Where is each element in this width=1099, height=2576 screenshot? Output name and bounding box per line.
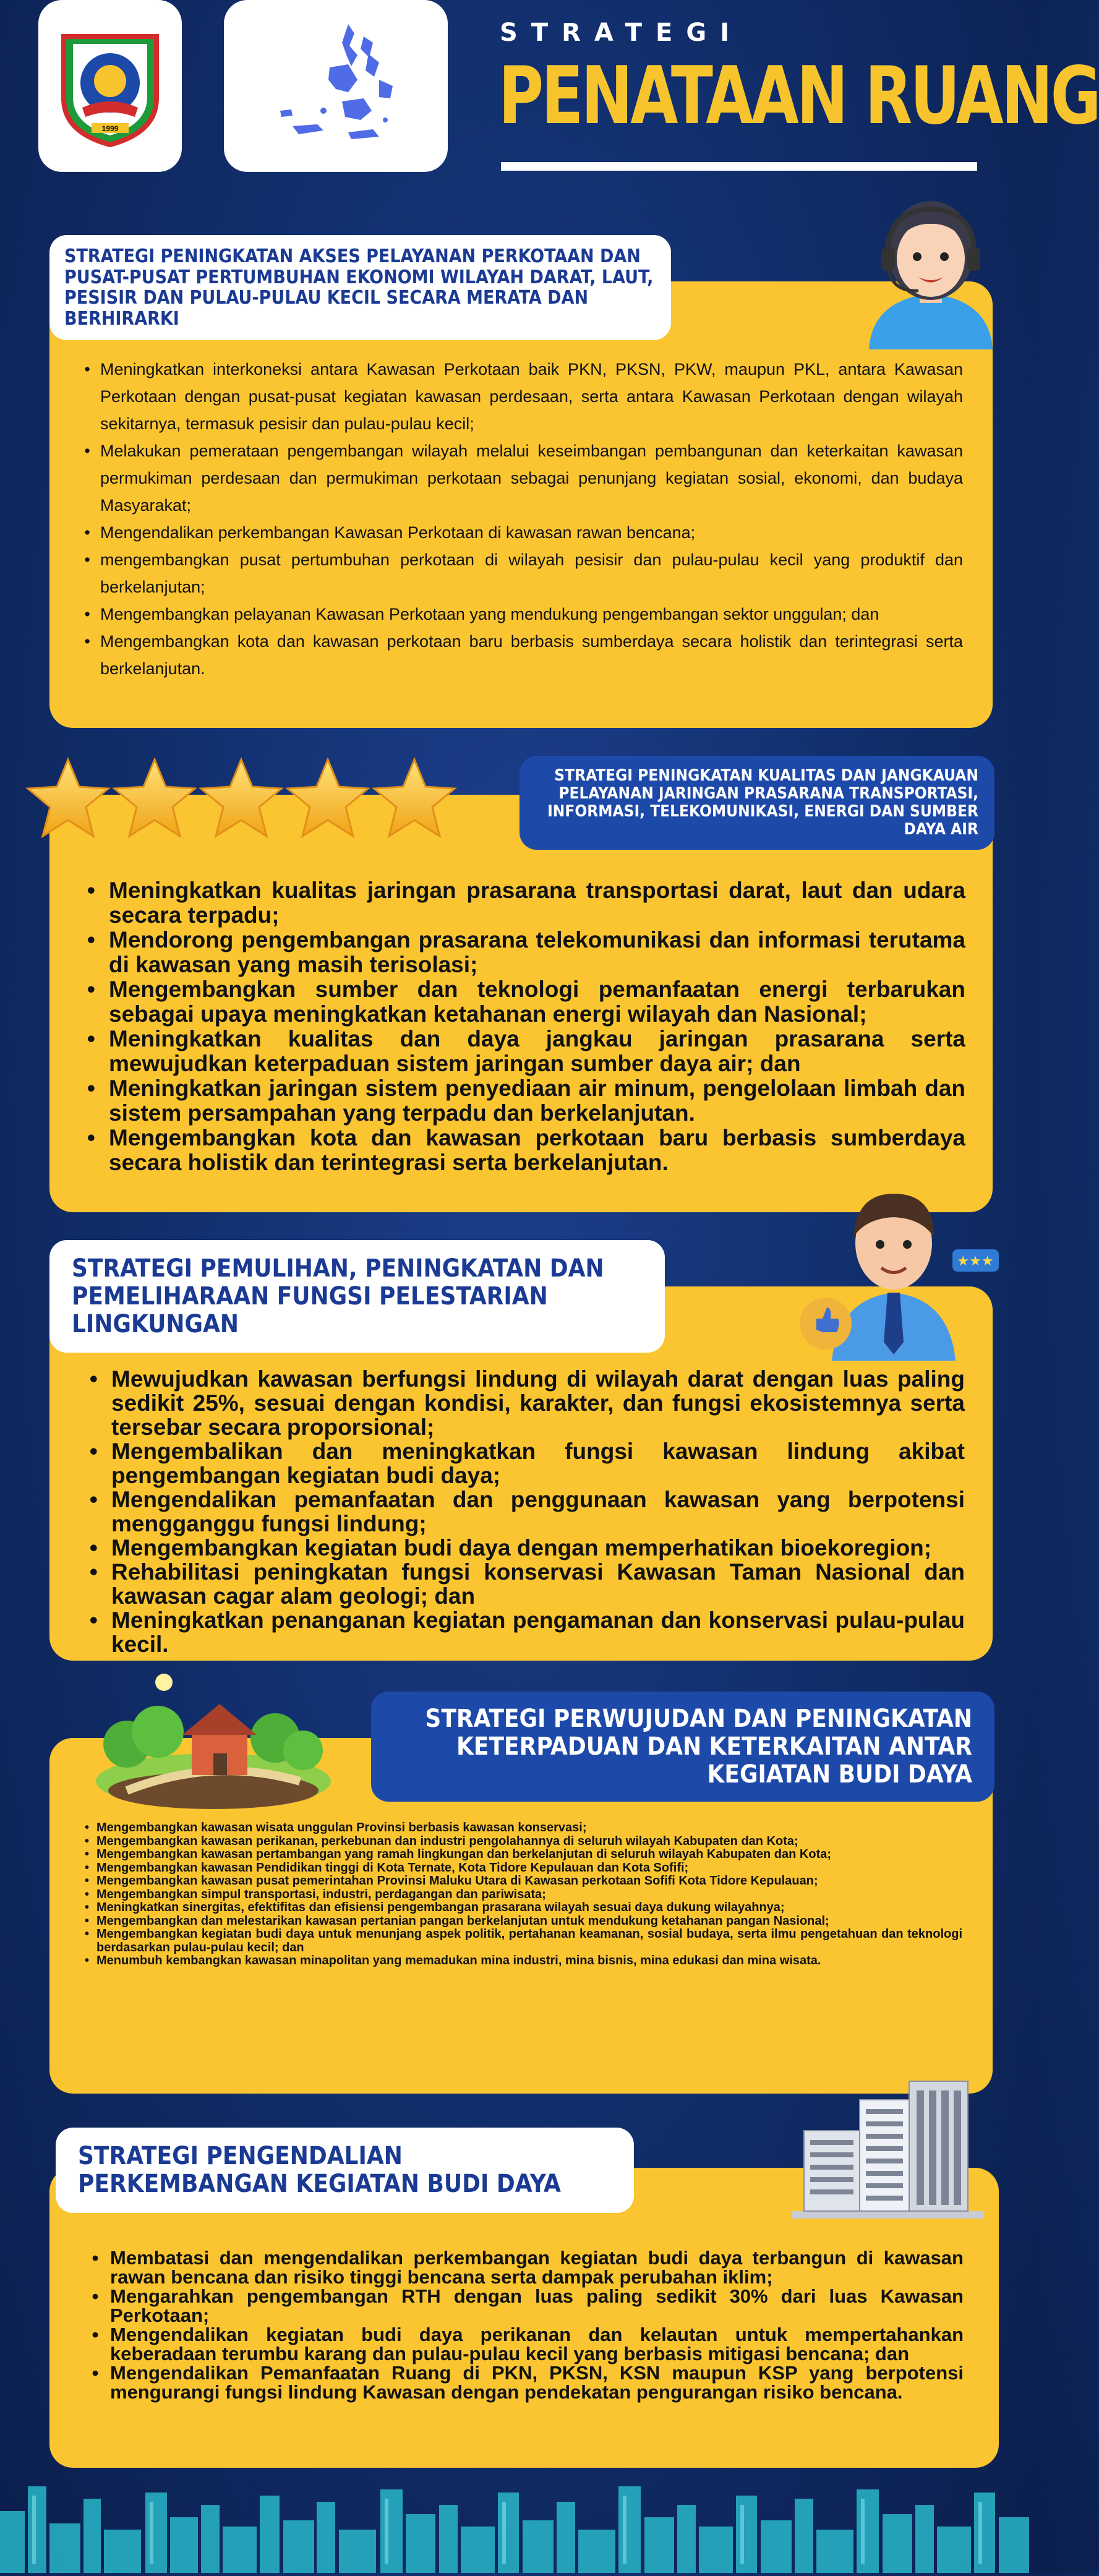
header-underline bbox=[501, 162, 977, 171]
skyline-icon bbox=[0, 2468, 1029, 2573]
list-item: • Mengembangkan kota dan kawasan perkotaan baru berbasis sumberdaya secara holistik dan terintegrasi serta berkelanjutan. bbox=[109, 1126, 965, 1175]
map-card bbox=[224, 0, 448, 172]
five-stars-icon bbox=[25, 755, 458, 847]
list-item: • Melakukan pemerataan pengembangan wilayah melalui keseimbangan pembangunan dan keterkaitan kawasan permukiman perdesaan dan permukiman perkotaan sebagai penunjang kegiatan sosial, ekonomi, dan budaya Masyarakat; bbox=[100, 437, 963, 519]
section-3-list bbox=[111, 1367, 965, 1656]
list-item: • Mengendalikan perkembangan Kawasan Perkotaan di kawasan rawan bencana; bbox=[100, 519, 963, 546]
house-trees-icon bbox=[90, 1664, 337, 1812]
section-3-title: STRATEGI PEMULIHAN, PENINGKATAN DAN PEMELIHARAAN FUNGSI PELESTARIAN LINGKUNGAN bbox=[49, 1240, 665, 1353]
list-item: • Mengembangkan kota dan kawasan perkotaan baru berbasis sumberdaya secara holistik dan terintegrasi serta berkelanjutan. bbox=[100, 628, 963, 682]
list-item: • Mengembangkan kawasan perikanan, perkebunan dan industri pengolahannya di seluruh wilayah Kabupaten dan Kota; bbox=[96, 1835, 962, 1849]
section-2-title: STRATEGI PENINGKATAN KUALITAS DAN JANGKAUAN PELAYANAN JARINGAN PRASARANA TRANSPORTASI, INFORMASI, TELEKOMUNIKASI, ENERGI DAN SUMBER DAYA AIR bbox=[520, 756, 994, 850]
list-item: • Mengembangkan kawasan pusat pemerintahan Provinsi Maluku Utara di Kawasan perkotaan Sofifi Kota Tidore Kepulauan; bbox=[96, 1875, 962, 1888]
section-1-list bbox=[100, 356, 963, 682]
logo-year: 1999 bbox=[101, 124, 119, 133]
list-item: • Mengembangkan kegiatan budi daya untuk menunjang aspek politik, pertahanan keamanan, sosial budaya, serta ilmu pengetahuan dan teknologi berdasarkan pulau-pulau kecil; dan bbox=[96, 1928, 962, 1954]
business-man-illustration bbox=[795, 1175, 999, 1361]
list-item: • Mengembangkan kegiatan budi daya dengan memperhatikan bioekoregion; bbox=[111, 1536, 965, 1560]
list-item: • Mengembangkan pelayanan Kawasan Perkotaan yang mendukung pengembangan sektor unggulan; dan bbox=[100, 601, 963, 628]
list-item: • mengembangkan pusat pertumbuhan perkotaan di wilayah pesisir dan pulau-pulau kecil yang produktif dan berkelanjutan; bbox=[100, 546, 963, 601]
city-skyline bbox=[0, 2468, 1029, 2573]
rating-stars bbox=[25, 755, 458, 847]
list-item: • Mengembangkan kawasan wisata unggulan Provinsi berbasis kawasan konservasi; bbox=[96, 1821, 962, 1835]
list-item: • Mengembangkan simpul transportasi, industri, perdagangan dan pariwisata; bbox=[96, 1888, 962, 1902]
province-logo-card bbox=[38, 0, 182, 172]
thumbs-up-man-icon bbox=[795, 1175, 999, 1361]
list-item: • Meningkatkan kualitas dan daya jangkau jaringan prasarana serta mewujudkan keterpaduan sistem jaringan sumber daya air; dan bbox=[109, 1027, 965, 1076]
list-item: • Mengembangkan kawasan pertambangan yang ramah lingkungan dan berkelanjutan di seluruh wilayah Kabupaten dan Kota; bbox=[96, 1848, 962, 1862]
section-1-title: STRATEGI PENINGKATAN AKSES PELAYANAN PERKOTAAN DAN PUSAT-PUSAT PERTUMBUHAN EKONOMI WILAYAH DARAT, LAUT, PESISIR DAN PULAU-PULAU KECIL SECARA MERATA DAN BERHIRARKI bbox=[49, 235, 671, 340]
section-5-title: STRATEGI PENGENDALIAN PERKEMBANGAN KEGIATAN BUDI DAYA bbox=[56, 2128, 634, 2213]
list-item: • Mengembalikan dan meningkatkan fungsi kawasan lindung akibat pengembangan kegiatan budi daya; bbox=[111, 1439, 965, 1487]
province-emblem-icon bbox=[58, 24, 163, 148]
list-item: • Meningkatkan penanganan kegiatan pengamanan dan konservasi pulau-pulau kecil. bbox=[111, 1608, 965, 1656]
list-item: • Membatasi dan mengendalikan perkembangan kegiatan budi daya terbangun di kawasan rawan bencana dan risiko tinggi bencana serta dampak perubahan iklim; bbox=[110, 2248, 964, 2287]
list-item: • Rehabilitasi peningkatan fungsi konservasi Kawasan Taman Nasional dan kawasan cagar alam geologi; dan bbox=[111, 1560, 965, 1608]
list-item: • Meningkatkan interkoneksi antara Kawasan Perkotaan baik PKN, PKSN, PKW, maupun PKL, antara Kawasan Perkotaan dengan pusat-pusat kegiatan kawasan perdesaan, serta antara Kawasan Perkotaan dengan wilayah sekitarnya, termasuk pesisir dan pulau-pulau kecil; bbox=[100, 356, 963, 437]
village-illustration bbox=[90, 1664, 337, 1812]
header-kicker: STRATEGI bbox=[500, 19, 743, 47]
list-item: • Mengendalikan Pemanfaatan Ruang di PKN, PKSN, KSN maupun KSP yang berpotensi mengurangi fungsi lindung Kawasan dengan pendekatan pengurangan risiko bencana. bbox=[110, 2363, 964, 2402]
office-buildings-icon bbox=[785, 2075, 990, 2223]
section-4-list bbox=[96, 1821, 962, 1968]
list-item: • Mendorong pengembangan prasarana telekomunikasi dan informasi terutama di kawasan yang masih terisolasi; bbox=[109, 928, 965, 977]
section-2-list bbox=[109, 878, 965, 1175]
islands-map-icon bbox=[255, 18, 416, 154]
section-5-list bbox=[110, 2248, 964, 2402]
page-title: PENATAAN RUANG bbox=[498, 50, 1099, 142]
customer-service-icon bbox=[857, 186, 1005, 349]
list-item: • Menumbuh kembangkan kawasan minapolitan yang memadukan mina industri, mina bisnis, mina edukasi dan mina wisata. bbox=[96, 1954, 962, 1968]
list-item: • Mengendalikan pemanfaatan dan penggunaan kawasan yang berpotensi mengganggu fungsi lindung; bbox=[111, 1487, 965, 1536]
section-4-title: STRATEGI PERWUJUDAN DAN PENINGKATAN KETERPADUAN DAN KETERKAITAN ANTAR KEGIATAN BUDI DAYA bbox=[371, 1692, 994, 1802]
call-center-avatar bbox=[857, 186, 1005, 349]
buildings-illustration bbox=[785, 2075, 990, 2223]
list-item: • Meningkatkan jaringan sistem penyediaan air minum, pengelolaan limbah dan sistem persampahan yang terpadu dan berkelanjutan. bbox=[109, 1076, 965, 1126]
list-item: • Mengendalikan kegiatan budi daya perikanan dan kelautan untuk mempertahankan keberadaan terumbu karang dan pulau-pulau kecil yang berbasis mitigasi bencana; dan bbox=[110, 2325, 964, 2363]
list-item: • Mengembangkan dan melestarikan kawasan pertanian pangan berkelanjutan untuk mendukung ketahanan pangan Nasional; bbox=[96, 1915, 962, 1928]
list-item: • Meningkatkan kualitas jaringan prasarana transportasi darat, laut dan udara secara terpadu; bbox=[109, 878, 965, 928]
svg-text:★★★: ★★★ bbox=[957, 1254, 994, 1269]
list-item: • Meningkatkan sinergitas, efektifitas dan efisiensi pengembangan prasarana wilayah sesuai daya dukung wilayahnya; bbox=[96, 1901, 962, 1915]
list-item: • Mewujudkan kawasan berfungsi lindung di wilayah darat dengan luas paling sedikit 25%, sesuai dengan kondisi, karakter, dan fungsi ekosistemnya serta tersebar secara proporsional; bbox=[111, 1367, 965, 1439]
list-item: • Mengarahkan pengembangan RTH dengan luas paling sedikit 30% dari luas Kawasan Perkotaan; bbox=[110, 2287, 964, 2325]
list-item: • Mengembangkan kawasan Pendidikan tinggi di Kota Ternate, Kota Tidore Kepulauan dan Kota Sofifi; bbox=[96, 1862, 962, 1875]
list-item: • Mengembangkan sumber dan teknologi pemanfaatan energi terbarukan sebagai upaya meningkatkan ketahanan energi wilayah dan Nasional; bbox=[109, 977, 965, 1027]
